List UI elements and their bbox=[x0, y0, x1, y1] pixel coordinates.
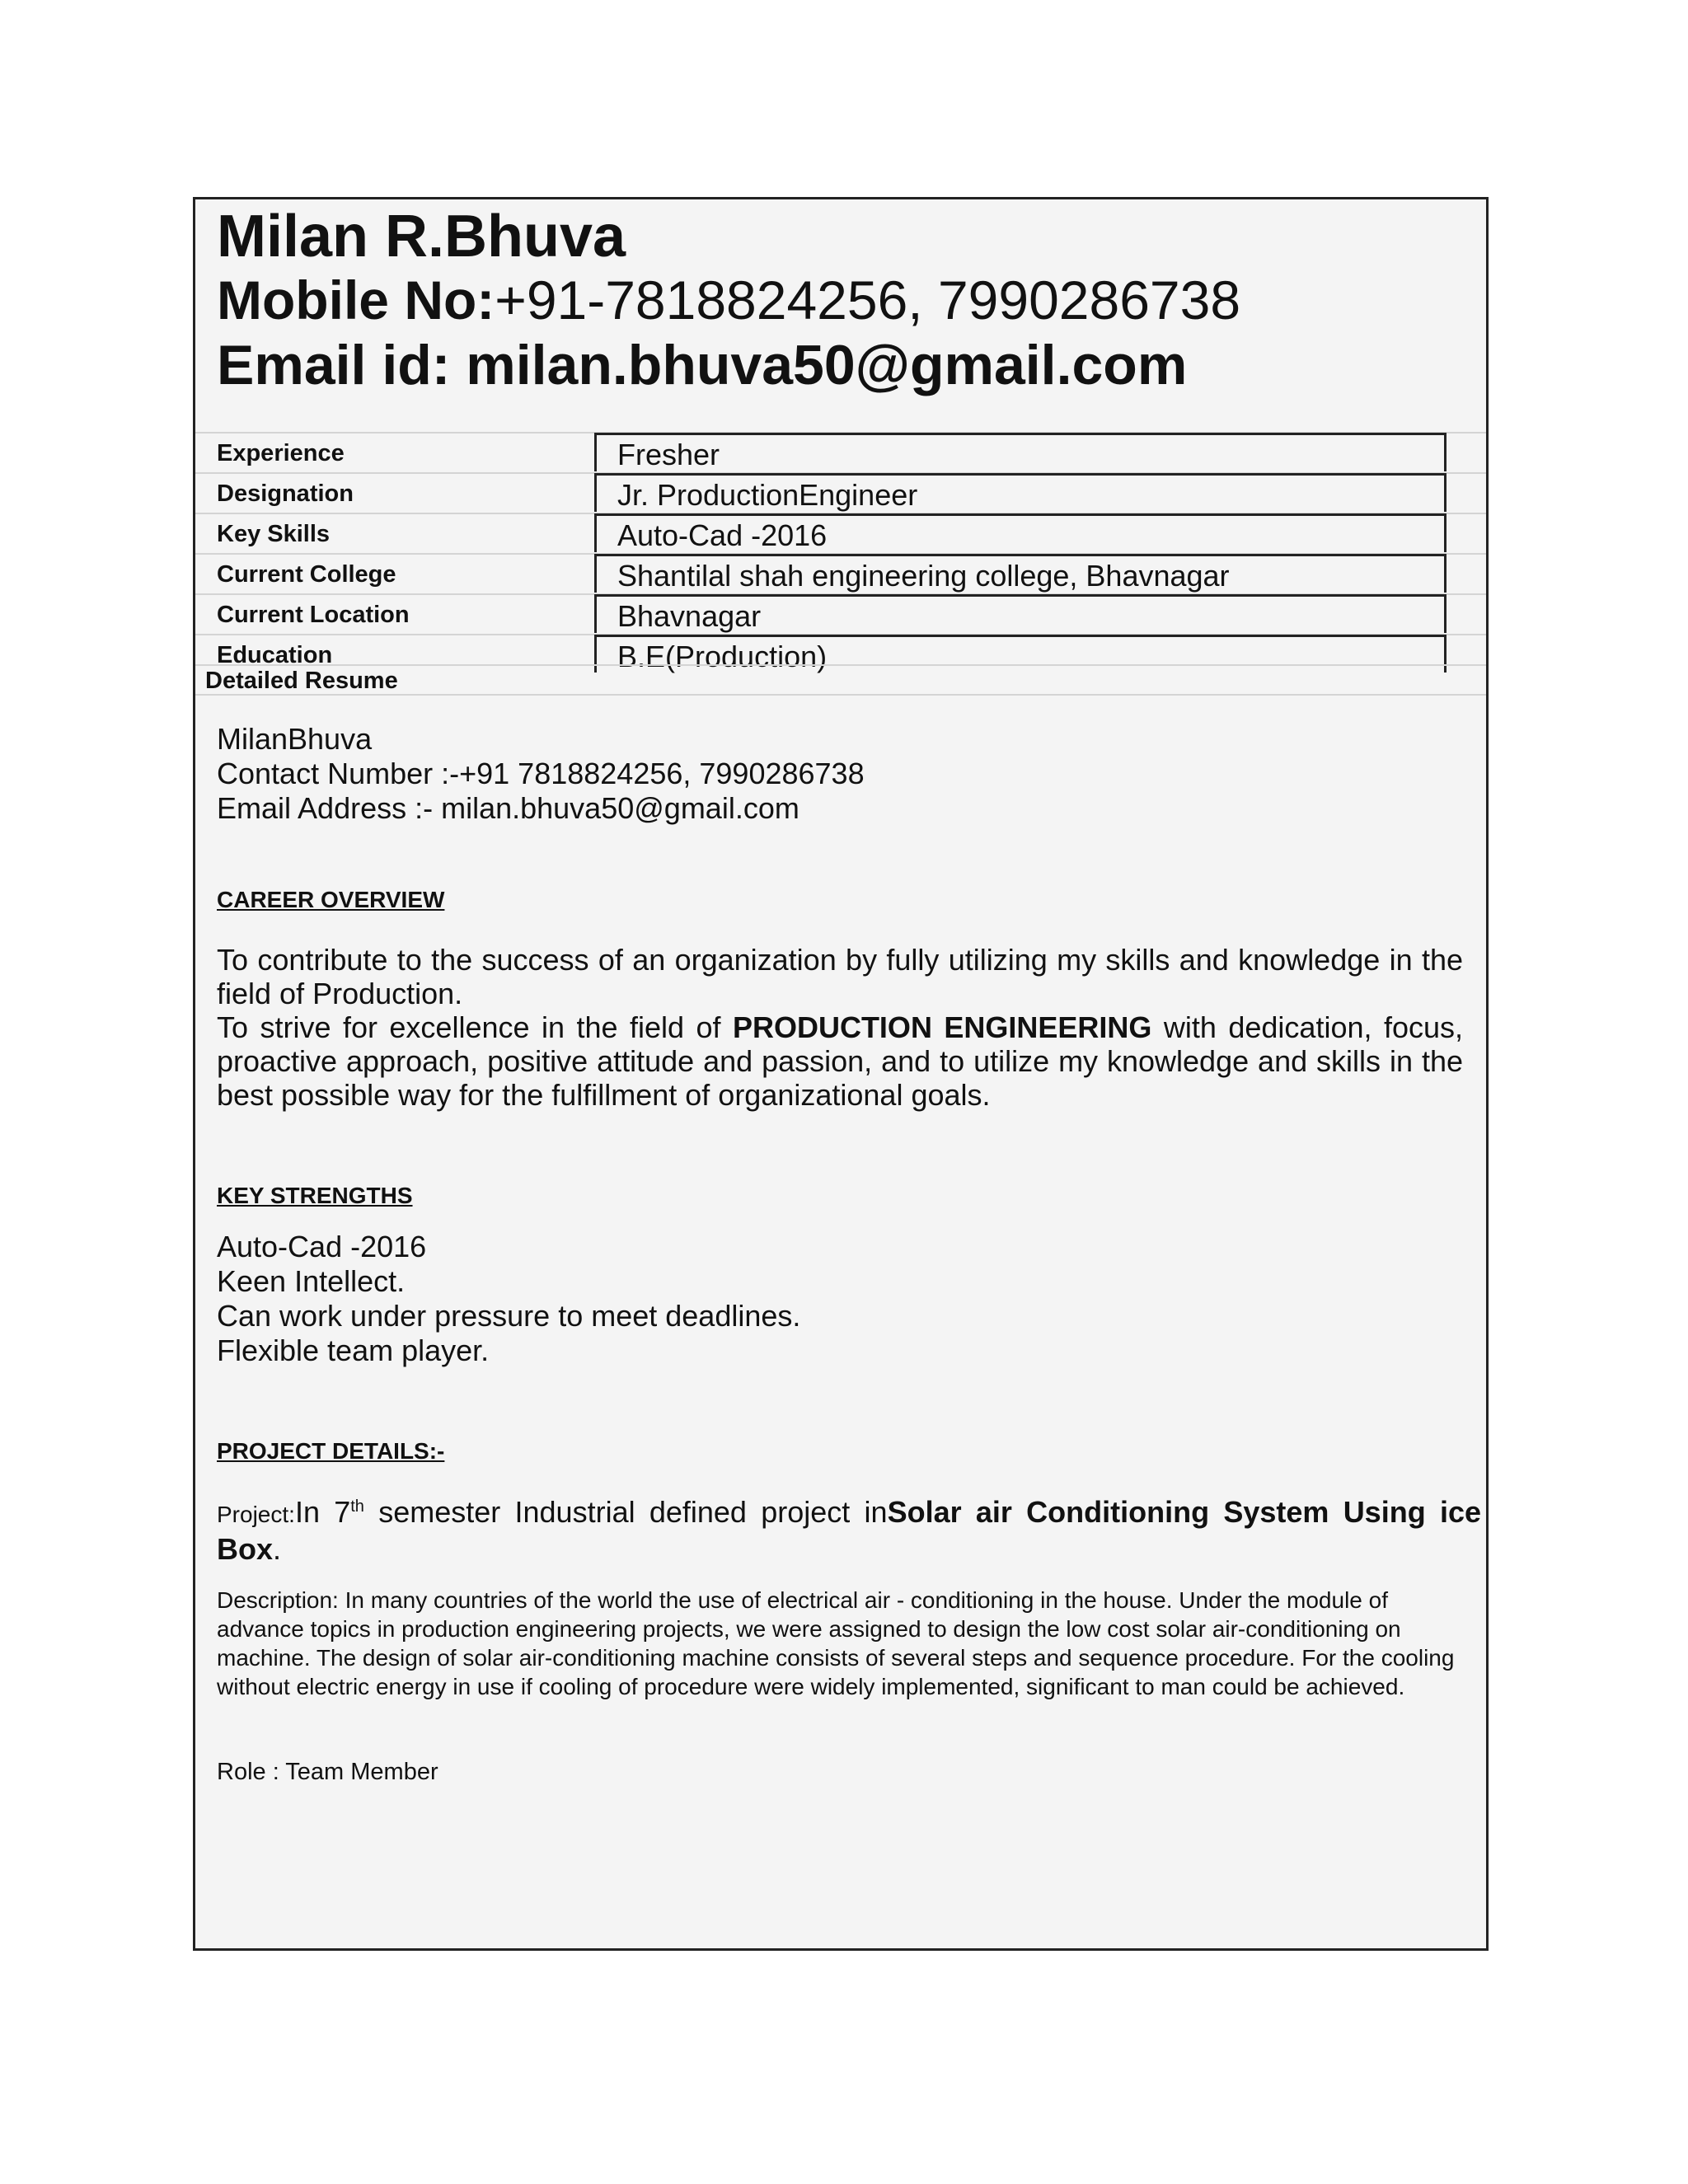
row-value: Bhavnagar bbox=[594, 594, 1447, 633]
table-row bbox=[195, 432, 1486, 472]
project-mid: semester Industrial defined project in bbox=[363, 1495, 888, 1529]
project-title-1: Solar air Conditioning System Using ice bbox=[887, 1495, 1481, 1529]
project-label: Project: bbox=[217, 1502, 295, 1527]
row-value: Auto-Cad -2016 bbox=[594, 513, 1447, 552]
row-value: Fresher bbox=[594, 433, 1447, 471]
project-end: . bbox=[273, 1532, 282, 1566]
career-overview-text bbox=[217, 943, 1463, 1112]
mobile-label: Mobile No: bbox=[217, 269, 495, 330]
row-value: Shantilal shah engineering college, Bhavnagar bbox=[594, 554, 1447, 593]
table-row bbox=[195, 593, 1486, 634]
table-row bbox=[195, 553, 1486, 593]
row-label: Designation bbox=[217, 480, 354, 507]
row-label: Current College bbox=[217, 561, 396, 588]
list-item: Keen Intellect. bbox=[217, 1264, 406, 1298]
list-item: Can work under pressure to meet deadlines. bbox=[217, 1299, 801, 1333]
row-value: Jr. ProductionEngineer bbox=[594, 473, 1447, 512]
career-line-2-bold: PRODUCTION ENGINEERING bbox=[732, 1010, 1152, 1044]
project-pre: In 7 bbox=[294, 1495, 351, 1529]
mobile-number bbox=[217, 269, 1240, 331]
resume-frame bbox=[193, 197, 1489, 1951]
contact-block bbox=[217, 722, 865, 826]
contact-phone: Contact Number :-+91 7818824256, 7990286738 bbox=[217, 757, 865, 790]
table-row bbox=[195, 513, 1486, 553]
contact-name: MilanBhuva bbox=[217, 722, 373, 756]
project-summary bbox=[217, 1489, 1481, 1567]
row-value: B.E(Production) bbox=[594, 635, 1447, 673]
project-details-heading: PROJECT DETAILS:- bbox=[217, 1438, 445, 1464]
contact-email: Email Address :- milan.bhuva50@gmail.com bbox=[217, 791, 799, 825]
mobile-value: +91-7818824256, 7990286738 bbox=[495, 269, 1241, 330]
career-line-2-post: with dedication, focus, proactive approach, positive attitude and passion, and to utilize my knowledge and skills in the best possible way for the fulfillment of organizational goals. bbox=[217, 1010, 1464, 1112]
project-sup: th bbox=[350, 1497, 364, 1516]
list-item: Flexible team player. bbox=[217, 1333, 490, 1367]
list-item: Auto-Cad -2016 bbox=[217, 1230, 427, 1263]
table-row bbox=[195, 472, 1486, 513]
detailed-resume-bar bbox=[195, 664, 1486, 696]
key-strengths-list bbox=[217, 1230, 800, 1368]
project-description: Description: In many countries of the world the use of electrical air - conditioning in the house. Under the module of advance topics in production engineering projects, we were assigned to design the low cost solar air-conditioning on machine. The design of solar air-conditioning machine consists of several steps and sequence procedure. For the cooling without electric energy in use if cooling of procedure were widely implemented, significant to man could be achieved. bbox=[217, 1587, 1455, 1699]
row-label: Education bbox=[217, 642, 333, 668]
row-label: Experience bbox=[217, 440, 345, 466]
career-line-2-pre: To strive for excellence in the field of bbox=[217, 1010, 733, 1044]
career-line-2 bbox=[217, 1010, 1463, 1112]
email-header: Email id: milan.bhuva50@gmail.com bbox=[217, 334, 1188, 396]
candidate-name: Milan R.Bhuva bbox=[217, 204, 626, 269]
summary-table bbox=[195, 432, 1486, 674]
career-line-1: To contribute to the success of an organization by fully utilizing my skills and knowledge in the field of Production. bbox=[217, 943, 1463, 1010]
detailed-resume-label: Detailed Resume bbox=[205, 668, 398, 694]
key-strengths-heading: KEY STRENGTHS bbox=[217, 1183, 413, 1208]
row-label: Current Location bbox=[217, 602, 410, 628]
project-title-2: Box bbox=[217, 1532, 274, 1566]
project-role: Role : Team Member bbox=[217, 1759, 438, 1785]
career-overview-heading: CAREER OVERVIEW bbox=[217, 887, 445, 912]
row-label: Key Skills bbox=[217, 521, 331, 547]
